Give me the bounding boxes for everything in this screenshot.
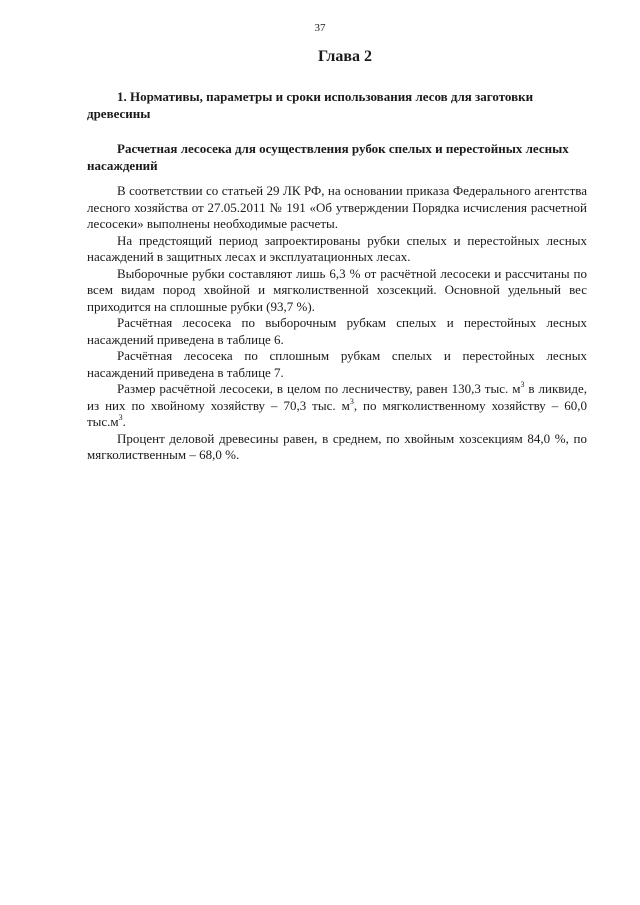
subsection-title: Расчетная лесосека для осуществления рубок спелых и перестойных лесных насаждений: [87, 141, 569, 173]
superscript-cubic-3: 3: [118, 413, 123, 422]
paragraph-6-part-3: , по мягколиственному хозяйству – 60,0 тыс.м: [87, 397, 587, 429]
paragraph-6-part-4: .: [122, 414, 126, 429]
body-text: [87, 183, 587, 464]
page-number: 37: [314, 22, 326, 34]
superscript-cubic-2: 3: [349, 396, 354, 406]
paragraph-4: Расчётная лесосека по выборочным рубкам спелых и перестойных лесных насаждений приведена в таблице 6.: [87, 315, 587, 347]
paragraph-6-part-1: Размер расчётной лесосеки, в целом по лесничеству, равен 130,3 тыс. м: [117, 381, 521, 396]
superscript-cubic-1: 3: [520, 380, 525, 389]
paragraph-2: На предстоящий период запроектированы рубки спелых и перестойных лесных насаждений в защитных лесах и эксплуатационных лесах.: [87, 232, 587, 264]
paragraph-1: В соответствии со статьей 29 ЛК РФ, на основании приказа Федерального агентства лесного хозяйства от 27.05.2011 № 191 «Об утверждении Порядка исчисления расчетной лесосеки» выполнены необходимые расчеты.: [87, 183, 587, 231]
paragraph-5: Расчётная лесосека по сплошным рубкам спелых и перестойных лесных насаждений приведена в таблице 7.: [87, 348, 587, 380]
paragraph-3: Выборочные рубки составляют лишь 6,3 % от расчётной лесосеки и рассчитаны по всем видам пород хвойной и мягколиственной хозсекций. Основной удельный вес приходится на сплошные рубки (93,7 %).: [87, 265, 587, 314]
section-title: 1. Нормативы, параметры и сроки использования лесов для заготовки древесины: [87, 89, 534, 121]
paragraph-6-part-2: в ликвиде, из них по хвойному хозяйству – 70,3 тыс. м: [87, 381, 587, 413]
paragraph-7: Процент деловой древесины равен, в среднем, по хвойным хозсекциям 84,0 %, по мягколиственным – 68,0 %.: [87, 430, 587, 462]
paragraph-6: [87, 381, 587, 431]
chapter-title: Глава 2: [318, 48, 372, 65]
